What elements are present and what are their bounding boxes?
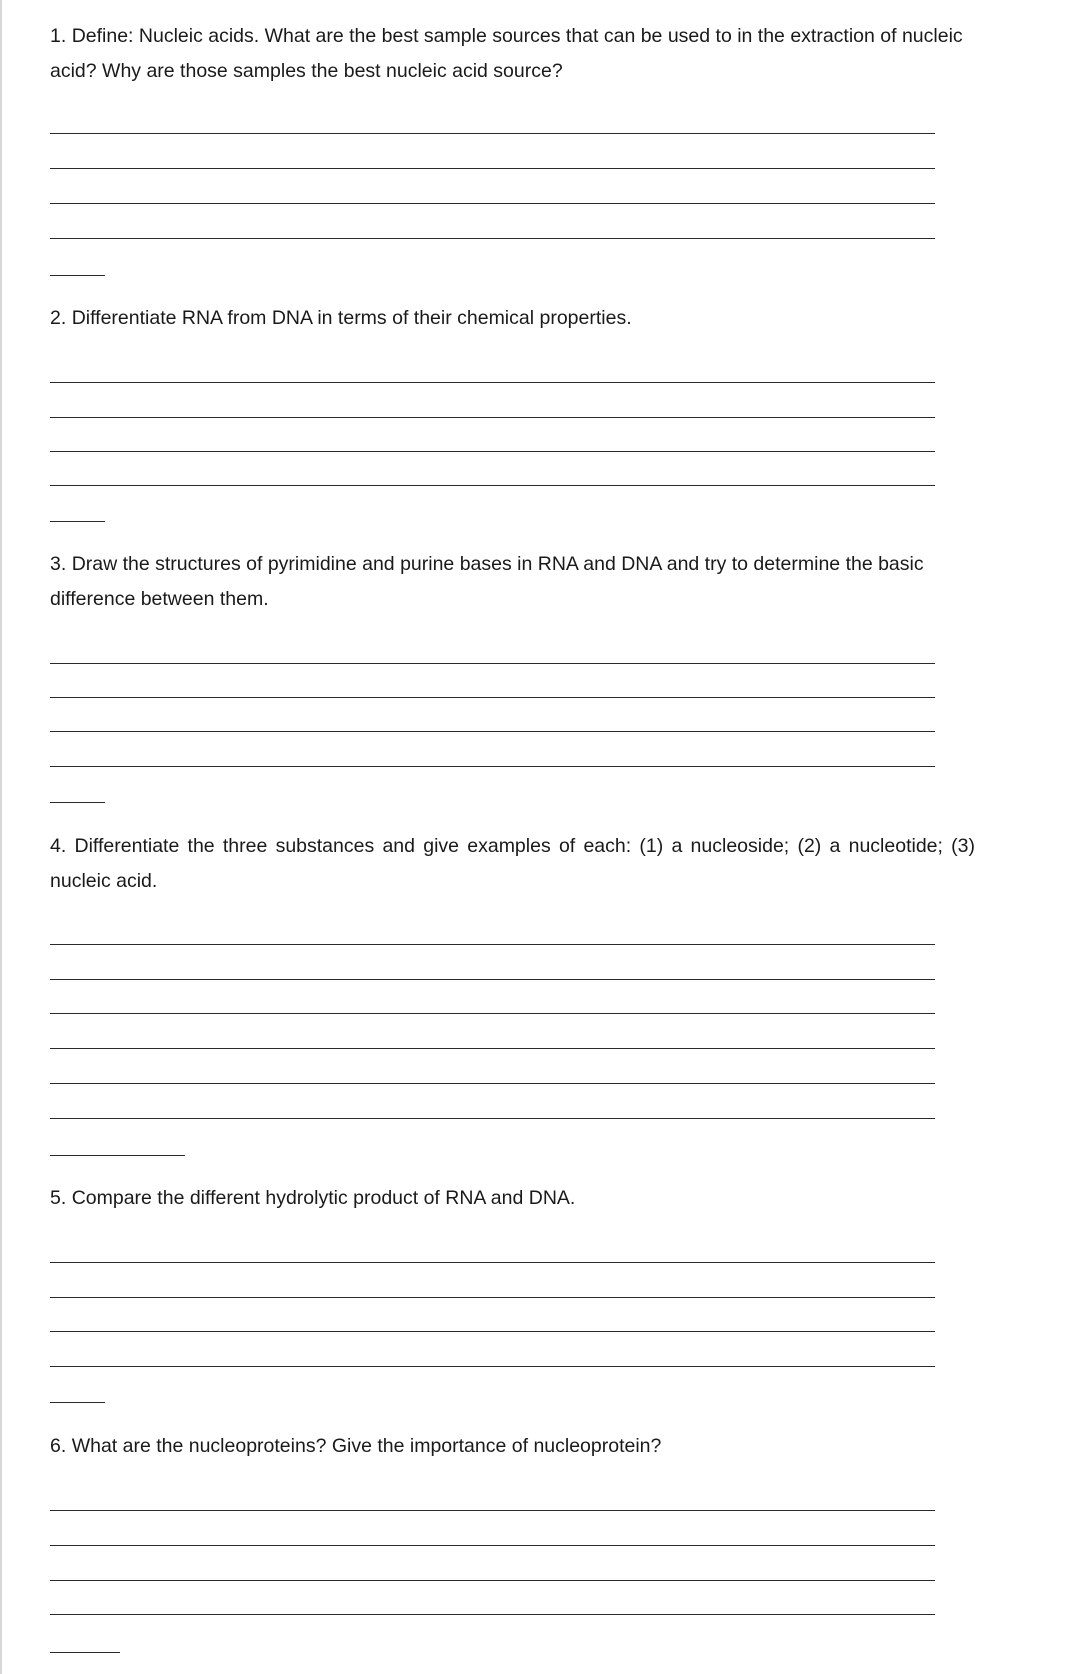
answer-line-end[interactable] — [50, 275, 105, 276]
page-edge — [0, 0, 2, 1674]
answer-line[interactable] — [50, 1262, 935, 1263]
question-4-prompt — [50, 829, 975, 899]
question-5-text: Compare the different hydrolytic product of RNA and DNA. — [71, 1187, 576, 1209]
answer-line[interactable] — [50, 1013, 935, 1014]
question-4-number: 4. — [50, 835, 67, 857]
answer-line-end[interactable] — [50, 1652, 120, 1653]
answer-line-end[interactable] — [50, 802, 105, 803]
question-1-text: Define: Nucleic acids. What are the best sample sources that can be used to in the extraction of nucleic acid? Why are those samples the best nucleic acid source? — [50, 25, 963, 82]
answer-line[interactable] — [50, 1118, 935, 1119]
question-3-text: Draw the structures of pyrimidine and purine bases in RNA and DNA and try to determine the basic difference between them. — [50, 553, 924, 610]
answer-line-end[interactable] — [50, 521, 105, 522]
answer-line[interactable] — [50, 203, 935, 204]
answer-line[interactable] — [50, 1545, 935, 1546]
answer-line[interactable] — [50, 1297, 935, 1298]
question-6-number: 6. — [50, 1435, 67, 1457]
answer-line[interactable] — [50, 944, 935, 945]
question-2-number: 2. — [50, 307, 67, 329]
answer-line[interactable] — [50, 417, 935, 418]
answer-line-end[interactable] — [50, 1155, 185, 1156]
answer-line[interactable] — [50, 1331, 935, 1332]
answer-line[interactable] — [50, 731, 935, 732]
answer-line[interactable] — [50, 485, 935, 486]
answer-line[interactable] — [50, 451, 935, 452]
answer-line[interactable] — [50, 1580, 935, 1581]
answer-line[interactable] — [50, 168, 935, 169]
answer-line[interactable] — [50, 1048, 935, 1049]
answer-line[interactable] — [50, 663, 935, 664]
answer-line[interactable] — [50, 1510, 935, 1511]
answer-line[interactable] — [50, 697, 935, 698]
question-6-prompt — [50, 1429, 975, 1464]
answer-line[interactable] — [50, 133, 935, 134]
question-3-prompt — [50, 547, 975, 617]
question-4-text: Differentiate the three substances and give examples of each: (1) a nucleoside; (2) a nucleotide; (3) nucleic acid. — [50, 835, 975, 892]
answer-line[interactable] — [50, 1614, 935, 1615]
question-1-number: 1. — [50, 25, 67, 47]
question-2-prompt — [50, 301, 975, 336]
answer-line[interactable] — [50, 1366, 935, 1367]
question-2-text: Differentiate RNA from DNA in terms of their chemical properties. — [71, 307, 632, 329]
question-1-prompt — [50, 19, 975, 89]
answer-line[interactable] — [50, 979, 935, 980]
answer-line[interactable] — [50, 382, 935, 383]
question-3-number: 3. — [50, 553, 67, 575]
answer-line-end[interactable] — [50, 1402, 105, 1403]
question-5-prompt — [50, 1181, 975, 1216]
answer-line[interactable] — [50, 238, 935, 239]
question-6-text: What are the nucleoproteins? Give the importance of nucleoprotein? — [71, 1435, 662, 1457]
answer-line[interactable] — [50, 1083, 935, 1084]
question-5-number: 5. — [50, 1187, 67, 1209]
answer-line[interactable] — [50, 766, 935, 767]
